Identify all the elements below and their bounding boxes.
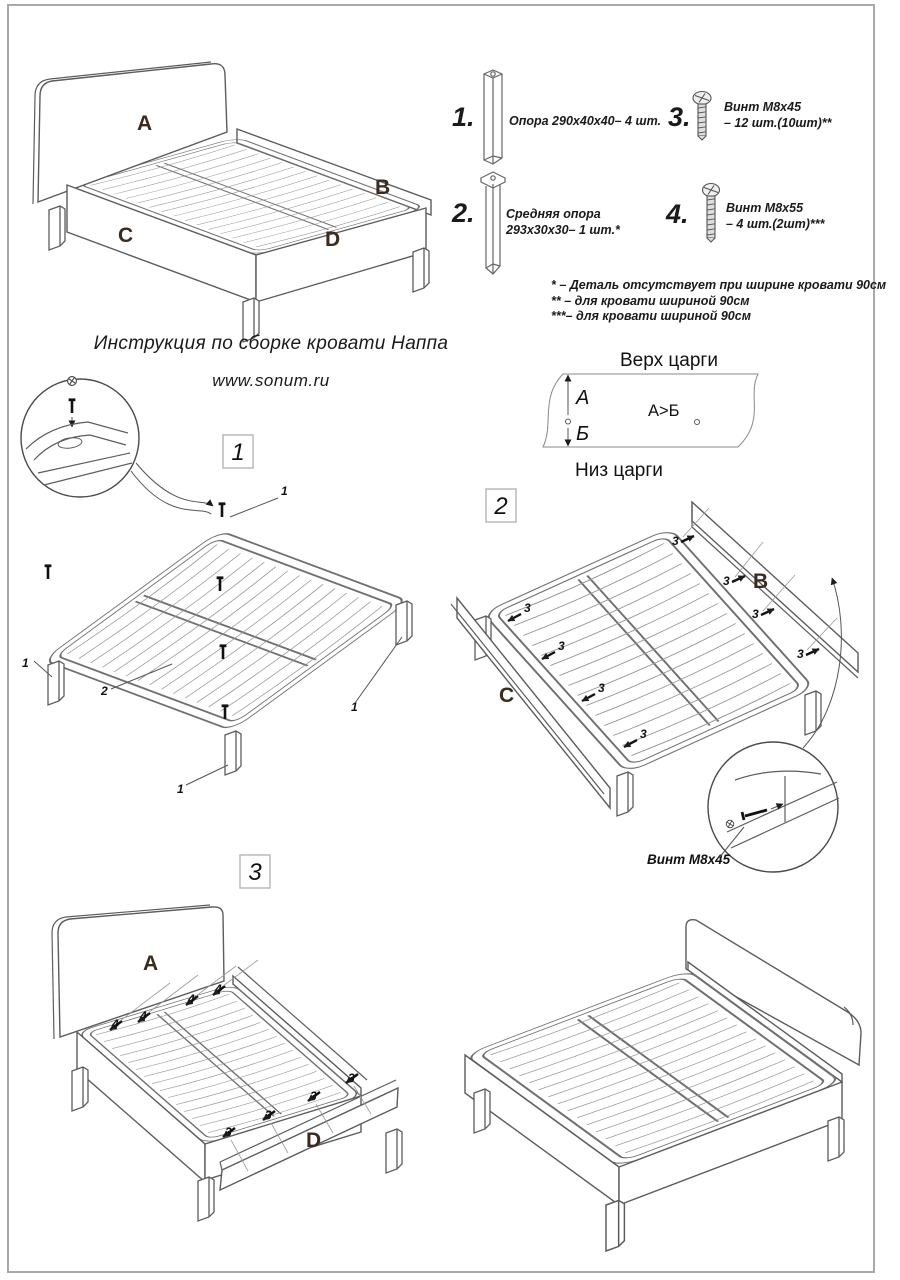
side-rail-c: [465, 1055, 619, 1205]
bed-leg: [225, 731, 241, 775]
step3-diagram: [30, 845, 450, 1245]
callout-3: 3: [558, 639, 565, 653]
step1-diagram: [10, 365, 450, 805]
screw-icon: [45, 566, 52, 579]
rail-thickness: [451, 604, 604, 794]
part4-screw-image: [699, 182, 725, 248]
magnifier-leader: [131, 471, 211, 514]
callout-3: 3: [265, 1108, 272, 1122]
tsarga-bottom-label: Низ царги: [575, 460, 663, 481]
bed-leg: [617, 772, 633, 816]
bed-leg: [72, 1067, 88, 1111]
callout-3: 3: [348, 1071, 355, 1085]
part2-desc-line2: 293х30х30– 1 шт.*: [506, 223, 620, 237]
callout-2: 2: [101, 684, 108, 698]
tsarga-rule: А>Б: [648, 402, 680, 420]
part1-leg-image: [478, 66, 508, 172]
screw-icon: [220, 646, 227, 659]
callout-4: 4: [215, 982, 222, 996]
slat-base: [483, 528, 814, 773]
bed-label-d: D: [306, 1129, 322, 1152]
step1-number: 1: [231, 439, 245, 466]
part3-desc-line1: Винт М8х45: [724, 100, 802, 114]
callout-3: 3: [672, 534, 679, 548]
tsarga-dim-b: Б: [576, 423, 590, 445]
bed-leg: [198, 1177, 214, 1221]
callout-3: 3: [797, 647, 804, 661]
overview-diagram: [15, 50, 455, 345]
screw-icon: [219, 504, 226, 517]
side-rail-b: [692, 502, 858, 672]
part2-leg-image: [478, 168, 508, 282]
part1-desc: Опора 290х40х40– 4 шт.: [509, 114, 662, 128]
callout-1: 1: [22, 656, 29, 670]
website-url: www.sonum.ru: [212, 371, 330, 390]
side-rail-c: [457, 598, 610, 808]
bed-label-b: B: [375, 176, 391, 199]
step2-diagram: [445, 480, 895, 885]
callout-3: 3: [752, 607, 759, 621]
callout-4: 4: [112, 1017, 119, 1031]
bed-label-b: B: [753, 570, 769, 593]
part4-desc: [726, 200, 825, 232]
bed-label-c: C: [118, 224, 134, 247]
part4-desc-line2: – 4 шт.(2шт)***: [726, 217, 825, 231]
bed-label-a: A: [143, 952, 159, 975]
callout-3: 3: [524, 601, 531, 615]
bed-leg: [396, 601, 412, 645]
rail-thickness: [692, 527, 858, 678]
part1-number: 1.: [452, 102, 475, 132]
callout-1: 1: [281, 484, 288, 498]
part2-number: 2.: [452, 198, 475, 228]
bed-leg: [386, 1129, 402, 1173]
footnote-3: ***– для кровати шириной 90см: [551, 309, 751, 323]
callout-3: 3: [225, 1125, 232, 1139]
footnotes: [551, 278, 886, 325]
callout-3: 3: [723, 574, 730, 588]
screw-icon: [217, 578, 224, 591]
part3-desc: [724, 99, 832, 131]
part3-number: 3.: [668, 102, 691, 132]
bed-leg: [474, 1089, 490, 1133]
bed-leg: [49, 206, 65, 250]
part2-desc: [506, 206, 620, 238]
magnifier-leader: [136, 463, 213, 506]
side-rail-c: [77, 1032, 205, 1182]
step3-number: 3: [248, 859, 262, 886]
bed-label-d: D: [325, 228, 341, 251]
final-bed-diagram: [440, 905, 890, 1240]
callout-1: 1: [177, 782, 184, 796]
callout-3: 3: [640, 727, 647, 741]
tsarga-dim-a: А: [576, 387, 590, 409]
callout-3: 3: [310, 1089, 317, 1103]
tsarga-diagram: [530, 338, 775, 493]
callout-3: 3: [598, 681, 605, 695]
foot-rail-d: [256, 208, 426, 302]
callout-4: 4: [140, 1009, 147, 1023]
footnote-2: ** – для кровати шириной 90см: [551, 293, 750, 308]
part4-number: 4.: [666, 199, 689, 229]
step2-number: 2: [494, 493, 508, 520]
side-rail-b: [237, 129, 431, 215]
bed-leg: [413, 248, 429, 292]
callout-1: 1: [351, 700, 358, 714]
part3-desc-line2: – 12 шт.(10шт)**: [724, 116, 832, 130]
bed-label-c: C: [499, 684, 515, 707]
part3-screw-image: [691, 90, 719, 146]
footnote-1: * – Деталь отсутствует при ширине кровати 90см: [551, 278, 887, 292]
callout-4: 4: [188, 992, 195, 1006]
part4-desc-line1: Винт М8х55: [726, 201, 804, 215]
screw-callout-label: Винт М8х45: [647, 852, 731, 867]
bed-leg: [606, 1200, 624, 1251]
bed-leg: [48, 661, 64, 705]
page-title: Инструкция по сборке кровати Наппа: [93, 333, 449, 354]
part2-desc-line1: Средняя опора: [506, 207, 601, 221]
bed-label-a: A: [137, 112, 153, 135]
tsarga-top-label: Верх царги: [620, 350, 718, 371]
bed-leg: [805, 691, 821, 735]
bed-leg: [828, 1117, 844, 1161]
